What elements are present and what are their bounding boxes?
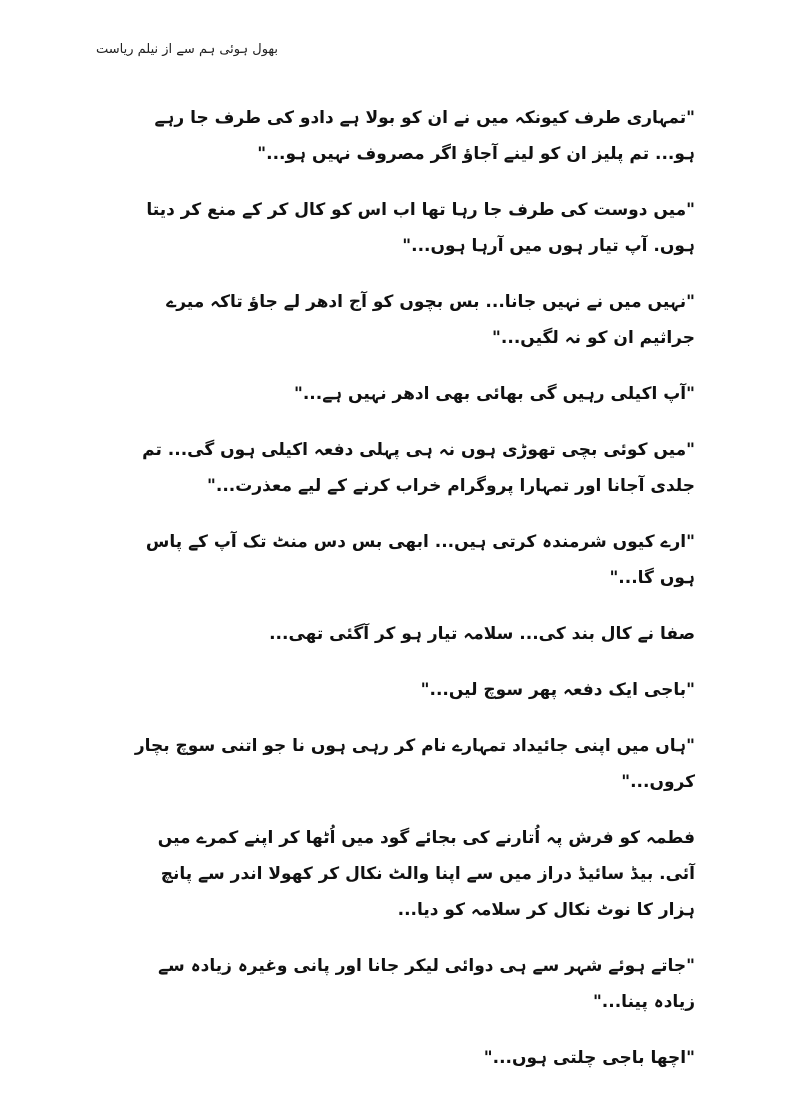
paragraph-7: صفا نے کال بند کی... سلامہ تیار ہو کر آگئی تھی...: [269, 624, 695, 644]
paragraph-2: "میں دوست کی طرف جا رہا تھا اب اس کو کال کر کے منع کر دیتا ہوں. آپ تیار ہوں میں آرہا ہوں...": [146, 200, 695, 256]
paragraph-8: "باجی ایک دفعہ پھر سوچ لیں...": [420, 680, 695, 700]
paragraph-1: "تمہاری طرف کیونکہ میں نے ان کو بولا ہے دادو کی طرف جا رہے ہو... تم پلیز ان کو لینے آجاؤ اگر مصروف نہیں ہو...": [154, 108, 695, 164]
paragraph-10: فطمہ کو فرش پہ اُتارنے کی بجائے گود میں اُٹھا کر اپنے کمرے میں آئی. بیڈ سائیڈ دراز میں سے اپنا والٹ نکال کر کھولا اندر سے پانچ ہزار کا نوٹ نکال کر سلامہ کو دیا...: [157, 828, 695, 920]
paragraph-5: "میں کوئی بچی تھوڑی ہوں نہ ہی پہلی دفعہ اکیلی ہوں گی... تم جلدی آجانا اور تمہارا پروگرام خراب کرنے کے لیے معذرت...": [142, 440, 695, 496]
document-body: [130, 100, 695, 1096]
paragraph-12: "اچھا باجی چلتی ہوں...": [483, 1048, 695, 1068]
page-header-title: بھول ہوئی ہم سے از نیلم ریاست: [96, 42, 279, 57]
paragraph-6: "ارے کیوں شرمندہ کرتی ہیں... ابھی بس دس منٹ تک آپ کے پاس ہوں گا...": [145, 532, 695, 588]
paragraph-11: "جاتے ہوئے شہر سے ہی دوائی لیکر جانا اور پانی وغیرہ زیادہ سے زیادہ پینا...": [158, 956, 695, 1012]
paragraph-3: "نہیں میں نے نہیں جانا... بس بچوں کو آج ادھر لے جاؤ تاکہ میرے جراثیم ان کو نہ لگیں...": [166, 292, 695, 348]
paragraph-4: "آپ اکیلی رہیں گی بھائی بھی ادھر نہیں ہے...": [293, 384, 695, 404]
paragraph-9: "ہاں میں اپنی جائیداد تمہارے نام کر رہی ہوں نا جو اتنی سوچ بچار کروں...": [134, 736, 695, 792]
